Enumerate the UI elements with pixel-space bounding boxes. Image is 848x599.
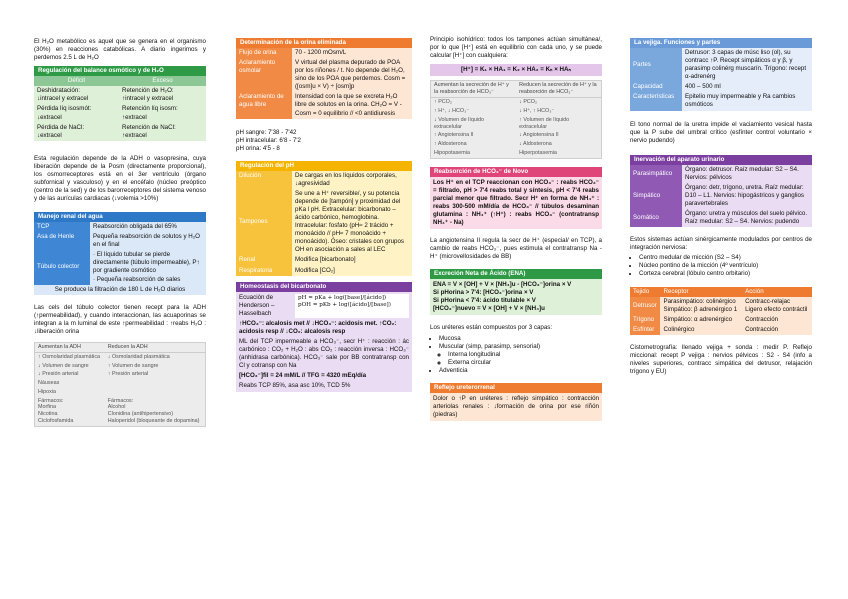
regph-row-key: Renal bbox=[236, 255, 292, 265]
secretion-cell: ↓ Angiotensina II bbox=[519, 132, 559, 139]
tissue-cell: Detrusor bbox=[630, 297, 660, 315]
secretion-cell: Hipopotasemia bbox=[434, 149, 470, 156]
secretion-cell: ↓ Volumen de líquido extracelular bbox=[434, 116, 485, 130]
regph-row-value: Modifica [bicarbonato] bbox=[295, 256, 356, 264]
renal-footer: Se produce la filtración de 180 L de H₂O diarios bbox=[54, 285, 186, 293]
osmotic-balance-title: Regulación del balance osmótico y de H₂O bbox=[34, 66, 206, 76]
reg-row-left: Pérdida de NaCl: ↓extracel bbox=[37, 123, 85, 139]
ena-title: Excreción Neta de Ácido (ENA) bbox=[430, 269, 602, 279]
column-3 bbox=[430, 0, 602, 421]
receptor-cell: Colinérgico bbox=[663, 325, 695, 333]
ureter-layer-item: • Mucosa bbox=[439, 335, 602, 343]
secretion-cell: ↓ Aldosterona bbox=[519, 141, 552, 148]
renal-water-title: Manejo renal del agua bbox=[34, 212, 206, 222]
secretion-decrease-header: Reducen la secreción de H⁺ y la reabsorción de HCO₃⁻ bbox=[516, 81, 601, 98]
innervation-row-key: Parasimpático bbox=[630, 165, 682, 183]
adh-cell: Hipoxia bbox=[38, 388, 56, 395]
tissue-receptor-table bbox=[630, 287, 812, 335]
angiotensin-paragraph: La angiotensina II regula la secr de H⁺ (especial/ en TCP), a cambio de reabs HCO₃⁻, pues estimula el contratransp Na - H⁺ (microvellosidades de BB) bbox=[430, 236, 602, 261]
receptor-cell: Simpático: α adrenérgico bbox=[663, 315, 733, 323]
reg-row-right: Retención líq isosm: ↑extracel bbox=[122, 105, 178, 121]
ena-box bbox=[430, 269, 602, 315]
adh-cell: Fármacos: Alcohol Clonidina (antihipertensivo) Haloperidol (bloqueante de dopamina) bbox=[107, 397, 200, 424]
det-row-key: Aclaramiento de agua libre bbox=[236, 92, 292, 118]
ph-equation: pH = pKa + log([base]/[ácido]) bbox=[298, 294, 387, 301]
receptor-header: Receptor bbox=[663, 287, 689, 295]
adh-cell: ↓ Presión arterial bbox=[38, 371, 79, 378]
bicarbonate-box bbox=[236, 282, 412, 393]
renal-row-value: Reabsorción obligada del 65% bbox=[93, 223, 177, 231]
excess-header: Exceso bbox=[152, 77, 173, 85]
ena-line: Si pHorina > 7'4: [HCO₃⁻]orina × V bbox=[433, 289, 534, 297]
osmotic-balance-box bbox=[34, 66, 206, 141]
secretion-cell: ↓ H⁺, ↑ HCO₃⁻ bbox=[519, 108, 555, 115]
secretion-cell: ↑ Aldosterona bbox=[434, 141, 467, 148]
column-2 bbox=[236, 0, 412, 392]
collecting-tubule-paragraph: Las cels del túbulo colector tienen recept para la ADH (↑permeabilidad), y cuando interaccionan, las acuaporinas se integran a la m luminal de este ↑permeabilidad : ↑reabs H₂O : ↓liberación orina bbox=[34, 303, 206, 335]
henderson-label: Ecuación de Henderson – Hasselbach bbox=[239, 293, 275, 317]
adh-decrease-header: Reducen la ADH bbox=[105, 342, 206, 352]
secretion-cell: ↓ PCO₂ bbox=[519, 99, 538, 106]
regph-row-value: Modifica [CO₂] bbox=[295, 266, 335, 274]
renal-row-key: Túbulo colector bbox=[34, 250, 90, 284]
urethra-tone-paragraph: El tono normal de la uretra impide el vaciamiento vesical hasta que la P sube del umbral crítico (esfínter control voluntario × nervio pudendo) bbox=[630, 120, 812, 144]
acid-base-summary: ↑HCO₃⁻: alcalosis met // ↓HCO₃⁻: acidosis met. ↑CO₂: acidosis resp // ↓CO₂: alcalosis resp bbox=[239, 319, 397, 335]
ph-blood: pH sangre: 7'38 - 7'42 bbox=[236, 128, 297, 136]
bladder-row-value: Epitelio muy impermeable y Ra cambios osmóticos bbox=[685, 93, 796, 109]
regph-row-value: De cargas en los líquidos corporales, ↓agresividad bbox=[295, 171, 397, 187]
ena-line: ENA = V × [OH] + V × [NH₄]u - [HCO₃⁻]orina × V bbox=[433, 281, 572, 289]
secretion-cell: ↑ Angiotensina II bbox=[434, 132, 474, 139]
ph-regulation-box bbox=[236, 161, 412, 276]
renal-row-key: Asa de Henle bbox=[34, 232, 90, 250]
reg-row-left: Deshidratación: ↓intracel y extracel bbox=[37, 87, 89, 103]
regph-row-value: Se une a H⁺ reversible/, y su potencia depende de [tampón] y proximidad del pKa l pH. Extracelular: bicarbonato – ácido carbónico, hemoglobina. Intracelular: fosfato (pH≈ 2 trácido + monoácido // pH≈ 7 monoácido + monoácido). Óseo: cristales con grupos OH en asociación a sales al LEC bbox=[295, 189, 405, 254]
innervation-row-key: Simpático bbox=[630, 183, 682, 209]
bicarbonate-filtered-equation: [HCO₃⁻]fil = 24 mM/L // TFG = 4320 mEq/día bbox=[239, 372, 367, 380]
bladder-box bbox=[630, 38, 812, 111]
ureter-layer-item: • Adventicia bbox=[439, 367, 602, 375]
regph-row-key: Tampones bbox=[236, 189, 292, 256]
adh-cell bbox=[105, 379, 206, 388]
secretion-cell: ↑ H⁺, ↓ HCO₃⁻ bbox=[434, 108, 470, 115]
ph-intracellular: pH intracelular: 6'8 - 7'2 bbox=[236, 136, 301, 144]
adh-cell: Náuseas bbox=[38, 380, 60, 387]
innervation-box bbox=[630, 155, 812, 228]
micturition-center-item: • Núcleo pontino de la micción (4º ventrículo) bbox=[639, 262, 812, 270]
bladder-row-key: Características bbox=[630, 92, 682, 110]
cystometrography-paragraph: Cistometrografía: llenado vejiga + sonda : medir P. Reflejo miccional: recept P vejiga : nervios pélvicos : S2 - S4 (info a niveles superiores, contracc simpática del detrusor, relajación trígono y EU) bbox=[630, 343, 812, 375]
det-row-key: Aclaramiento osmolar bbox=[236, 58, 292, 92]
secretion-cell: ↑ PCO₂ bbox=[434, 99, 452, 106]
secretion-cell: ↑ Volumen de líquido extracelular bbox=[519, 116, 570, 130]
synergy-paragraph: Estos sistemas actúan sinérgicamente modulados por centros de integración nerviosa: bbox=[630, 236, 812, 252]
renal-row-key: TCP bbox=[34, 222, 90, 232]
bladder-row-value: Detrusor: 3 capas de músc liso (ol), su contracc ↑P. Recept simpáticos α y β, y parasimp colinérg muscarín. Trígono: recept α-adrenérg bbox=[685, 49, 807, 81]
innervation-row-value: Órgano: uretra y músculos del suelo pélvico. Raíz medular: S2 – S4. Nervios: pudendo bbox=[685, 210, 808, 226]
urine-determination-box bbox=[236, 38, 412, 119]
ena-line: [HCO₃⁻]nuevo = V × [OH] + V × [NH₄]u bbox=[433, 305, 545, 313]
adh-regulation-paragraph: Esta regulación depende de la ADH o vasopresina, cuya liberación depende de la Posm (directamente proporcional), los osmorreceptores está en el 3er ventrículo (órgano subfornical y vasculoso) y en el encéfalo (núcleo preóptico (centro de la sed) y de los barorreceptores del sistema venoso y de las aurículas cardiacas (↓volemia >10%) bbox=[34, 154, 206, 202]
tissue-cell: Esfínter bbox=[630, 325, 660, 335]
bladder-title: La vejiga. Funciones y partes bbox=[630, 38, 812, 48]
innervation-row-value: Órgano: detrusor. Raíz medular: S2 – S4. Nervios: pélvicos bbox=[685, 165, 799, 181]
det-row-value: Intensidad con la que se excreta H₂O libre de solutos en la orina. CH₂O = V - Cosm = 0 equilibrio // <0 antidiuresis bbox=[295, 93, 402, 117]
receptor-cell: Parasimpático: colinérgico Simpático: β adrenérgico 1 bbox=[663, 297, 738, 313]
action-header: Acción bbox=[745, 287, 764, 295]
det-row-key: Flujo de orina bbox=[236, 48, 292, 58]
column-1 bbox=[34, 0, 206, 427]
innervation-row-value: Órgano: detr, trígono, uretra. Raíz medular: D10 – L1. Nervios: hipogástricos y ganglios paravertebrales bbox=[685, 183, 805, 207]
ureterorenal-text: Dolor o ↑P en uréteres : reflejo simpático : contracción arteriolas renales : ↓formación de orina por ese riñón (piedras) bbox=[430, 393, 602, 421]
ph-urine: pH orina: 4'5 - 8 bbox=[236, 144, 280, 152]
regph-row-key: Dilución bbox=[236, 171, 292, 189]
h-secretion-table bbox=[430, 80, 602, 158]
de-novo-title: Reabsorción de HCO₃⁻ de Novo bbox=[430, 167, 602, 177]
adh-cell: ↑ Presión arterial bbox=[107, 371, 149, 378]
adh-cell: ↑ Volumen de sangre bbox=[107, 362, 159, 369]
reg-row-right: Retención de NaCl: ↑extracel bbox=[122, 123, 176, 139]
micturition-centers-list bbox=[630, 254, 812, 278]
ph-regulation-title: Regulación del pH bbox=[236, 161, 412, 171]
secretion-increase-header: Aumentan la secreción de H⁺ y la reabsorción de HCO₃⁻ bbox=[431, 81, 517, 98]
ureter-layers-list bbox=[430, 335, 602, 375]
metabolic-water-paragraph: El H₂O metabólico es aquel que se genera en el organismo (30%) en reacciones catabólicas. A diario ingerimos y perdemos 2.5 L de H₂O bbox=[34, 38, 206, 62]
bicarbonate-title: Homeostasis del bicarbonato bbox=[236, 282, 412, 292]
action-cell: Contracción bbox=[745, 315, 779, 323]
tissue-cell: Trígono bbox=[630, 315, 660, 325]
de-novo-box bbox=[430, 167, 602, 229]
poh-equation: pOH = pKb + log([ácido]/[base]) bbox=[298, 301, 391, 308]
adh-increase-header: Aumentan la ADH bbox=[35, 342, 105, 352]
ureter-layers-intro: Los uréteres están compuestos por 3 capas: bbox=[430, 324, 553, 332]
isohydric-paragraph: Principio isohídrico: todos los tampones actúan simultánea/, por lo que [H⁺] está en equilibrio con cada uno, y se puede calcular [H⁺] con cualquiera: bbox=[430, 36, 602, 60]
action-cell: Contracción bbox=[745, 325, 779, 333]
ureter-sublayer-item: ◦ Externa circular bbox=[448, 359, 602, 367]
adh-cell bbox=[105, 388, 206, 397]
bicarbonate-reabsorption-footer: Reabs TCP 85%, asa asc 10%, TCD 5% bbox=[239, 382, 351, 390]
action-cell: Contracc-relajac Ligero efecto contráctil bbox=[745, 297, 808, 313]
urine-determination-title: Determinación de la orina eliminada bbox=[236, 38, 412, 48]
reg-row-left: Pérdida líq isosmót: ↓extracel bbox=[37, 105, 92, 121]
column-4 bbox=[630, 0, 812, 376]
reg-row-right: Retención de H₂O: ↑intracel y extracel bbox=[122, 87, 174, 103]
bladder-row-key: Capacidad bbox=[630, 82, 682, 92]
adh-cell: ↓ Osmolaridad plasmática bbox=[107, 353, 170, 360]
micturition-center-item: • Centro medular de micción (S2 – S4) bbox=[639, 254, 812, 262]
renal-row-value: Pequeña reabsorción de solutos y H₂O en el final bbox=[93, 233, 200, 249]
secretion-cell: Hiperpotasemia bbox=[519, 149, 557, 156]
adh-cell: ↑ Osmolaridad plasmática bbox=[38, 353, 101, 360]
adh-factors-table bbox=[34, 342, 206, 427]
adh-cell: Fármacos: Morfina Nicotina Ciclofosfamida bbox=[38, 397, 74, 424]
ureter-sublayer-item: ◦ Interna longitudinal bbox=[448, 351, 602, 359]
ph-values bbox=[236, 129, 412, 153]
renal-row-value: · El líquido tubular se pierde directamente (túbulo impermeable), P↑ por gradiente osmótico · Pequeña reabsorción de sales bbox=[93, 251, 200, 283]
bladder-row-key: Partes bbox=[630, 48, 682, 82]
det-row-value: V virtual del plasma depurado de POA por los riñones / t. No depende del H₂O, sino de los POA que perdemos. Cosm = ([osm]u × V) ÷ [osm]p bbox=[295, 59, 406, 91]
innervation-row-key: Somático bbox=[630, 209, 682, 227]
adh-cell: ↓ Volumen de sangre bbox=[38, 362, 89, 369]
regph-row-key: Respiratoria bbox=[236, 266, 292, 276]
micturition-center-item: • Corteza cerebral (lóbulo centro orbitario) bbox=[639, 270, 812, 278]
tissue-header: Tejido bbox=[633, 287, 650, 295]
isohydric-equation: [H⁺] = K₁ × HA₁ = K₂ × HA₂ = Kₙ × HAₙ bbox=[430, 64, 602, 76]
ureterorenal-box bbox=[430, 383, 602, 421]
ureterorenal-title: Reflejo ureterorrenal bbox=[430, 383, 602, 393]
renal-water-box bbox=[34, 212, 206, 295]
tcp-bicarbonate-text: ML del TCP impermeable a HCO₃⁻, secr H⁺ : reacción : ác carbónico : CO₂ + H₂O : abs CO₂ : reacción inversa : HCO₃⁻ (anhidrasa carbónica). HCO₃⁻ sale por BB contratransp con Cl y cotransp con Na bbox=[239, 337, 409, 370]
ena-line: Si pHorina < 7'4: ácido titulable × V bbox=[433, 297, 536, 305]
bladder-row-value: 400 – 500 ml bbox=[685, 83, 721, 91]
deficit-header: Déficit bbox=[67, 77, 86, 85]
det-row-value: 70 - 1200 mOsm/L bbox=[295, 49, 347, 57]
de-novo-text: Los H⁺ en el TCP reaccionan con HCO₃⁻ : reabs HCO₃⁻ = filtrado, pH > 7'4 reabs total y síntesis, pH < 7'4 reabs parcial menor que filtrado. Secr H⁺ en forma de NH₄⁺ : reabs 300-500 mM/día de HCO₃⁻ // túbulos desaminan glutamina : NH₄⁺ (↑H⁺) : reabs HCO₃⁻ (contratransp NH₄⁺ - Na) bbox=[430, 177, 602, 229]
ureter-layer-item: • Muscular (simp, parasimp, sensorial) ◦ Interna longitudinal ◦ Externa circular bbox=[439, 343, 602, 367]
innervation-title: Inervación del aparato urinario bbox=[630, 155, 812, 165]
